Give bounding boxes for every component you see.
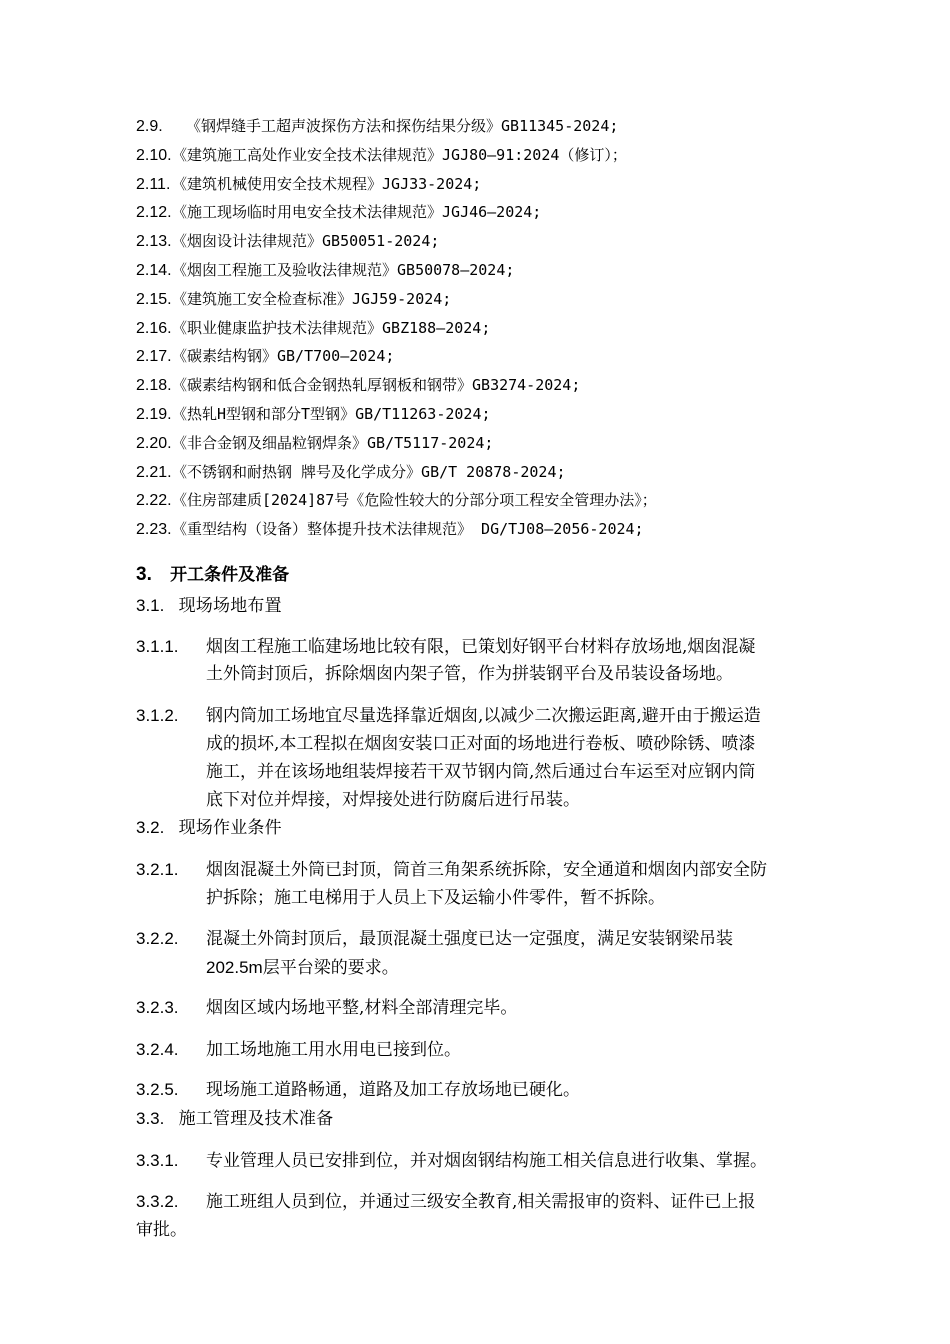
reference-text: 《不锈钢和耐热钢 牌号及化学成分》GB/T 20878-2024;	[172, 463, 566, 481]
subsection-title: 施工管理及技术准备	[178, 1109, 334, 1129]
reference-number: 2.19.	[136, 406, 172, 423]
reference-number: 2.22.	[136, 492, 172, 509]
reference-text: 《烟囱设计法律规范》GB50051-2024;	[172, 232, 440, 250]
reference-number: 2.9.	[136, 118, 163, 135]
item-number: 3.3.1.	[136, 1151, 179, 1170]
item-text-line: 护拆除；施工电梯用于人员上下及运输小件零件，暂不拆除。	[206, 888, 665, 908]
reference-number: 2.21.	[136, 464, 172, 481]
reference-number: 2.18.	[136, 377, 172, 394]
reference-item	[136, 289, 451, 310]
reference-text: 《住房部建质[2024]87号《危险性较大的分部分项工程安全管理办法》；	[172, 491, 657, 509]
item-number: 3.2.3.	[136, 998, 179, 1017]
reference-text: 《施工现场临时用电安全技术法律规范》JGJ46—2024;	[172, 203, 542, 221]
reference-number: 2.11.	[136, 176, 171, 193]
item-text-line	[206, 958, 399, 978]
reference-number: 2.17.	[136, 348, 172, 365]
elevation-value: 202.5m	[206, 958, 263, 977]
reference-item	[136, 490, 657, 511]
subsection-number: 3.3.	[136, 1109, 165, 1128]
item-text-line: 专业管理人员已安排到位，并对烟囱钢结构施工相关信息进行收集、掌握。	[206, 1151, 767, 1171]
reference-item	[136, 519, 644, 540]
item-number: 3.3.2.	[136, 1192, 179, 1211]
reference-item	[136, 346, 394, 367]
reference-item	[136, 145, 627, 166]
reference-item	[136, 202, 541, 223]
subsection-title: 现场场地布置	[178, 596, 282, 616]
reference-text: 《钢焊缝手工超声波探伤方法和探伤结果分级》GB11345-2024;	[186, 117, 619, 135]
reference-text: 《碳素结构钢和低合金钢热轧厚钢板和钢带》GB3274-2024;	[172, 376, 581, 394]
reference-text: 《重型结构（设备）整体提升技术法律规范》 DG/TJ08—2056-2024;	[172, 520, 644, 538]
item-text-fragment: 层平台梁的要求。	[262, 958, 399, 978]
reference-number: 2.23.	[136, 521, 172, 538]
reference-text: 《建筑施工安全检查标准》JGJ59-2024;	[172, 290, 452, 308]
reference-item	[136, 174, 481, 195]
subsection-title: 现场作业条件	[178, 818, 282, 838]
section-heading	[136, 565, 289, 585]
item-text-line: 施工，并在该场地组装焊接若干双节钢内筒,然后通过台车运至对应钢内筒	[206, 762, 756, 782]
reference-text: 《烟囱工程施工及验收法律规范》GB50078—2024;	[172, 261, 515, 279]
section-title: 开工条件及准备	[170, 565, 290, 585]
item-number: 3.2.1.	[136, 860, 179, 879]
subsection-heading-3-2	[136, 818, 282, 838]
reference-text: 《热轧H型钢和部分T型钢》GB/T11263-2024;	[172, 405, 491, 423]
reference-text: 《建筑机械使用安全技术规程》JGJ33-2024;	[172, 175, 482, 193]
item-number: 3.2.4.	[136, 1040, 179, 1059]
reference-item	[136, 433, 493, 454]
reference-item	[136, 260, 514, 281]
reference-number: 2.15.	[136, 291, 172, 308]
item-number: 3.2.5.	[136, 1080, 179, 1099]
item-number: 3.1.1.	[136, 637, 179, 656]
reference-text: 《碳素结构钢》GB/T700—2024;	[172, 347, 395, 365]
item-text-line: 现场施工道路畅通，道路及加工存放场地已硬化。	[206, 1080, 580, 1100]
reference-number: 2.16.	[136, 320, 172, 337]
reference-item	[136, 404, 491, 425]
reference-text: 《职业健康监护技术法律规范》GBZ188—2024;	[172, 319, 491, 337]
item-text-line: 烟囱混凝土外筒已封顶，筒首三角架系统拆除，安全通道和烟囱内部安全防	[206, 860, 767, 880]
reference-number: 2.12.	[136, 204, 172, 221]
item-text-line: 审批。	[136, 1220, 187, 1240]
reference-item	[136, 375, 580, 396]
item-text-line: 成的损坏,本工程拟在烟囱安装口正对面的场地进行卷板、喷砂除锈、喷漆	[206, 734, 756, 754]
item-text-line: 土外筒封顶后，拆除烟囱内架子管，作为拼装钢平台及吊装设备场地。	[206, 664, 733, 684]
section-number: 3.	[136, 564, 152, 585]
reference-text: 《建筑施工高处作业安全技术法律规范》JGJ80—91:2024（修订）；	[172, 146, 627, 164]
subsection-heading-3-3	[136, 1109, 333, 1129]
item-text-line: 烟囱工程施工临建场地比较有限，已策划好钢平台材料存放场地,烟囱混凝	[206, 637, 756, 657]
reference-number: 2.10.	[136, 147, 172, 164]
subsection-heading-3-1	[136, 596, 282, 616]
subsection-number: 3.1.	[136, 596, 165, 615]
reference-item	[136, 231, 439, 252]
reference-number: 2.13.	[136, 233, 172, 250]
item-text-line: 施工班组人员到位，并通过三级安全教育,相关需报审的资料、证件已上报	[206, 1192, 756, 1212]
reference-item	[136, 318, 490, 339]
item-text-line: 底下对位并焊接，对焊接处进行防腐后进行吊装。	[206, 790, 580, 810]
reference-item	[136, 462, 566, 483]
item-text-line: 混凝土外筒封顶后，最顶混凝土强度已达一定强度，满足安装钢梁吊装	[206, 929, 733, 949]
item-text-line: 烟囱区域内场地平整,材料全部清理完毕。	[206, 998, 518, 1018]
reference-number: 2.20.	[136, 435, 172, 452]
subsection-number: 3.2.	[136, 818, 165, 837]
item-number: 3.1.2.	[136, 706, 179, 725]
item-number: 3.2.2.	[136, 929, 179, 948]
reference-item	[136, 116, 618, 137]
item-text-line: 加工场地施工用水用电已接到位。	[206, 1040, 461, 1060]
reference-number: 2.14.	[136, 262, 172, 279]
reference-text: 《非合金钢及细晶粒钢焊条》GB/T5117-2024;	[172, 434, 494, 452]
item-text-line: 钢内筒加工场地宜尽量选择靠近烟囱,以减少二次搬运距离,避开由于搬运造	[206, 706, 761, 726]
